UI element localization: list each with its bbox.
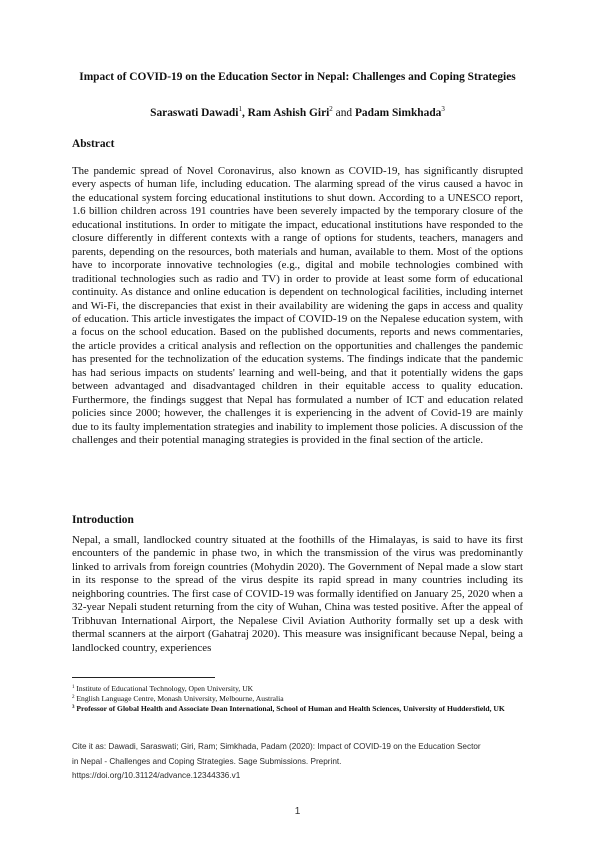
author-name: Padam Simkhada: [354, 107, 442, 119]
page-number: 1: [294, 806, 301, 817]
footnote: [72, 694, 523, 704]
introduction-heading: Introduction: [72, 514, 134, 526]
author-line: [72, 106, 523, 121]
footnote-text: English Language Centre, Monash University, Melbourne, Australia: [76, 694, 284, 703]
abstract-body: The pandemic spread of Novel Coronavirus, also known as COVID-19, has significantly disrupted every aspects of human life, including education. The alarming spread of the virus caused a havoc in the educational system forcing educational institutions to shut down. According to a UNESCO report, 1.6 billion children across 191 countries have been severely impacted by the temporary closure of the educational institutions. In order to mitigate the impact, educational institutions have responded to the closure differently in different contexts with a range of options for students, teachers, managers and parents, depending on the resources, both materials and human, available to them. Most of the options have to incorporate innovative technologies (e.g., digital and mobile technologies combined with traditional technologies such as radio and TV) in order to provide at least some form of educational continuity. As distance and online education is dependent on technological facilities, including internet and Wi-Fi, the discrepancies that exist in their availability are widening the gaps in access and quality of education. This article investigates the impact of COVID-19 on the Nepalese education system, with a focus on the school education. Based on the published documents, reports and news commentaries, the article provides a critical analysis and reflection on the opportunities and challenges the pandemic has presented for the technolization of the education systems. The findings indicate that the pandemic has had serious impacts on students' learning and well-being, and that it potentially widens the gaps between advantaged and disadvantaged children in their equitable access to quality education. Furthermore, the findings suggest that Nepal has formulated a number of ICT and education related policies since 2000; however, the challenges it is experiencing in the advent of Covid-19 are mainly due to its faulty implementation strategies and inability to implement those policies. A discussion of the challenges and their potential managing strategies is provided in the final section of the article.: [72, 165, 523, 447]
author-name: Ram Ashish Giri: [247, 107, 330, 119]
author-name: Saraswati Dawadi: [150, 107, 239, 119]
footnote-number: 3: [72, 705, 75, 710]
author-separator: ,: [241, 107, 248, 119]
abstract-heading: Abstract: [72, 138, 115, 150]
footnote: [72, 684, 523, 694]
introduction-body: Nepal, a small, landlocked country situated at the foothills of the Himalayas, is said to have its first encounters of the pandemic in phase two, in which the transmission of the virus was predominantly linked to arrivals from foreign countries (Mohydin 2020). The Government of Nepal made a slow start in its response to the spread of the virus despite its rapid spread in many countries including its neighboring countries. The first case of COVID-19 was formally identified on January 25, 2020 when a 32-year Nepali student returning from the city of Wuhan, China was tested positive. After the appeal of Tribhuvan International Airport, the Nepalese Civil Aviation Authority formally set up a desk with thermal scanners at the airport (Gahatraj 2020). This measure was insignificant because Nepal, being a landlocked country, experiences: [72, 534, 523, 654]
citation-block: [72, 740, 532, 784]
citation-doi-link[interactable]: https://doi.org/10.31124/advance.12344336.v1: [72, 771, 241, 780]
footnote-text: Institute of Educational Technology, Open University, UK: [76, 684, 254, 693]
paper-title: Impact of COVID-19 on the Education Sector in Nepal: Challenges and Coping Strategies: [79, 71, 516, 83]
author-separator: and: [332, 107, 355, 119]
citation-line: Cite it as: Dawadi, Saraswati; Giri, Ram; Simkhada, Padam (2020): Impact of COVID-19 on the Education Sector: [72, 742, 481, 751]
footnote: [72, 704, 523, 714]
author-affiliation-mark: 1: [238, 105, 242, 113]
footnote-number: 1: [72, 685, 75, 690]
footnote-text: Professor of Global Health and Associate Dean International, School of Human and Health Sciences, University of Huddersfield, UK: [76, 704, 505, 713]
citation-line: in Nepal - Challenges and Coping Strategies. Sage Submissions. Preprint.: [72, 756, 342, 766]
footnote-divider: [72, 677, 215, 678]
footnote-number: 2: [72, 695, 75, 700]
author-affiliation-mark: 3: [441, 105, 445, 113]
author-affiliation-mark: 2: [329, 105, 333, 113]
